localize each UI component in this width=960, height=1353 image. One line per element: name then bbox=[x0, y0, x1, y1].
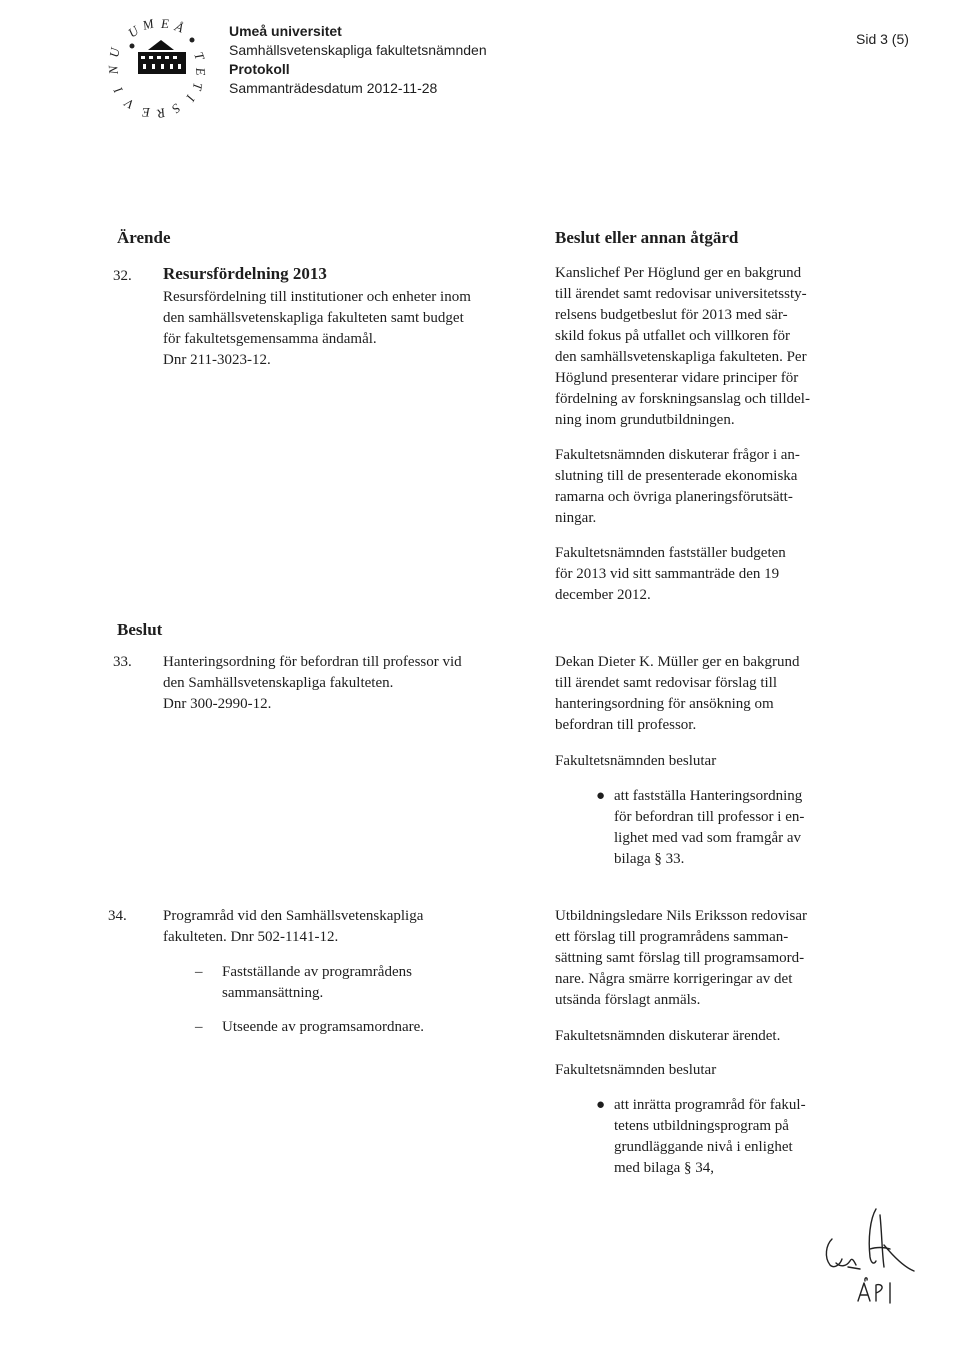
svg-text:U: U bbox=[125, 22, 142, 41]
text-line: hanteringsordning för ansökning om bbox=[555, 696, 774, 712]
svg-text:V: V bbox=[122, 95, 137, 113]
decision-paragraph bbox=[555, 445, 800, 529]
text-line: ningar. bbox=[555, 510, 597, 526]
text-line: den samhällsvetenskapliga fakulteten samt budget bbox=[163, 310, 464, 326]
text-line: för fakultetsgemensamma ändamål. bbox=[163, 331, 377, 347]
text-line: sammansättning. bbox=[222, 985, 324, 1001]
university-seal-icon bbox=[105, 12, 220, 122]
text-line: Programråd vid den Samhällsvetenskapliga bbox=[163, 908, 424, 924]
dash-item bbox=[195, 962, 412, 1004]
item-description bbox=[163, 906, 423, 948]
decision-paragraph bbox=[555, 1060, 716, 1081]
text-line: Dnr 211-3023-12. bbox=[163, 352, 271, 368]
item-number: 33. bbox=[113, 654, 132, 670]
text-line: till ärendet samt redovisar förslag till bbox=[555, 675, 778, 691]
text-line: Dekan Dieter K. Müller ger en bakgrund bbox=[555, 654, 800, 670]
dash-item bbox=[195, 1017, 425, 1038]
text-line: ning inom grundutbildningen. bbox=[555, 412, 735, 428]
svg-text:E: E bbox=[142, 105, 150, 120]
text-line: Utseende av programsamordnare. bbox=[222, 1019, 425, 1035]
text-line: december 2012. bbox=[555, 587, 651, 603]
text-line: Hanteringsordning för befordran till professor vid bbox=[163, 654, 462, 670]
svg-text:I: I bbox=[110, 84, 126, 96]
text-line: befordran till professor. bbox=[555, 717, 697, 733]
dash-icon: – bbox=[195, 1019, 203, 1035]
decision-paragraph bbox=[555, 751, 716, 772]
svg-text:U: U bbox=[106, 46, 123, 59]
text-line: grundläggande nivå i enlighet bbox=[614, 1139, 793, 1155]
page-number: Sid 3 (5) bbox=[856, 31, 909, 47]
text-line: Utbildningsledare Nils Eriksson redovisar bbox=[555, 908, 808, 924]
decision-paragraph bbox=[555, 543, 786, 606]
text-line: fakulteten. Dnr 502-1141-12. bbox=[163, 929, 339, 945]
text-line: den Samhällsvetenskapliga fakulteten. bbox=[163, 675, 394, 691]
svg-text:Å: Å bbox=[172, 18, 186, 36]
text-line: Resursfördelning till institutioner och enheter inom bbox=[163, 289, 471, 305]
handwritten-initials-signature bbox=[810, 1205, 930, 1335]
item-number: 34. bbox=[108, 908, 127, 924]
text-line: Höglund presenterar vidare principer för bbox=[555, 370, 799, 386]
text-line: Fakultetsnämnden fastställer budgeten bbox=[555, 545, 786, 561]
decision-paragraph bbox=[555, 263, 810, 431]
svg-text:E: E bbox=[161, 16, 169, 31]
text-line: Fakultetsnämnden beslutar bbox=[555, 753, 717, 769]
text-line: slutning till de presenterade ekonomiska bbox=[555, 468, 798, 484]
svg-text:I: I bbox=[183, 92, 199, 104]
text-line: bilaga § 33. bbox=[614, 851, 685, 867]
text-line: tetens utbildningsprogram på bbox=[614, 1118, 789, 1134]
text-line: Fakultetsnämnden diskuterar ärendet. bbox=[555, 1028, 781, 1044]
text-line: nare. Några smärre korrigeringar av det bbox=[555, 971, 793, 987]
text-line: ett förslag till programrådens samman- bbox=[555, 929, 789, 945]
decision-paragraph bbox=[555, 652, 800, 736]
text-line: den samhällsvetenskapliga fakulteten. Per bbox=[555, 349, 807, 365]
item-description bbox=[163, 287, 471, 371]
text-line: att inrätta programråd för fakul- bbox=[614, 1097, 806, 1113]
meeting-date: Sammanträdesdatum 2012-11-28 bbox=[229, 80, 438, 96]
text-line: Fakultetsnämnden diskuterar frågor i an- bbox=[555, 447, 800, 463]
right-column-heading: Beslut eller annan åtgärd bbox=[555, 228, 739, 247]
text-line: Fastställande av programrådens bbox=[222, 964, 412, 980]
university-name: Umeå universitet bbox=[229, 23, 342, 39]
text-line: med bilaga § 34, bbox=[614, 1160, 714, 1176]
decision-bullet bbox=[596, 786, 805, 870]
document-type: Protokoll bbox=[229, 61, 290, 77]
text-line: för befordran till professor i en- bbox=[614, 809, 805, 825]
text-line: utsända förslagt anmäls. bbox=[555, 992, 701, 1008]
dash-icon: – bbox=[195, 964, 203, 980]
svg-text:E: E bbox=[193, 66, 209, 77]
text-line: till ärendet samt redovisar universitetssty- bbox=[555, 286, 807, 302]
text-line: Fakultetsnämnden beslutar bbox=[555, 1062, 717, 1078]
item-description bbox=[163, 652, 462, 715]
text-line: fördelning av forskningsanslag och tilldel- bbox=[555, 391, 810, 407]
svg-text:N: N bbox=[105, 65, 121, 76]
svg-text:T: T bbox=[191, 49, 208, 62]
svg-text:R: R bbox=[155, 105, 168, 122]
text-line: för 2013 vid sitt sammanträde den 19 bbox=[555, 566, 780, 582]
text-line: relsens budgetbeslut för 2013 med sär- bbox=[555, 307, 788, 323]
text-line: att fastställa Hanteringsordning bbox=[614, 788, 803, 804]
committee-name: Samhällsvetenskapliga fakultetsnämnden bbox=[229, 42, 487, 58]
item-title: Resursfördelning 2013 bbox=[163, 264, 327, 283]
text-line: Kanslichef Per Höglund ger en bakgrund bbox=[555, 265, 802, 281]
svg-text:T: T bbox=[189, 81, 206, 92]
text-line: ramarna och övriga planeringsförutsätt- bbox=[555, 489, 793, 505]
bullet-icon: ● bbox=[596, 788, 606, 804]
text-line: skild fokus på utfallet och villkoren för bbox=[555, 328, 790, 344]
text-line: sättning samt förslag till programsamord- bbox=[555, 950, 805, 966]
svg-text:S: S bbox=[169, 100, 184, 117]
decision-paragraph bbox=[555, 1026, 780, 1047]
item-number: 32. bbox=[113, 268, 132, 284]
decision-bullet bbox=[596, 1095, 806, 1179]
left-column-heading: Ärende bbox=[117, 228, 171, 247]
svg-text:M: M bbox=[140, 15, 156, 33]
text-line: Dnr 300-2990-12. bbox=[163, 696, 272, 712]
decision-paragraph bbox=[555, 906, 807, 1011]
margin-label: Beslut bbox=[117, 620, 163, 639]
bullet-icon: ● bbox=[596, 1097, 606, 1113]
text-line: lighet med vad som framgår av bbox=[614, 830, 802, 846]
